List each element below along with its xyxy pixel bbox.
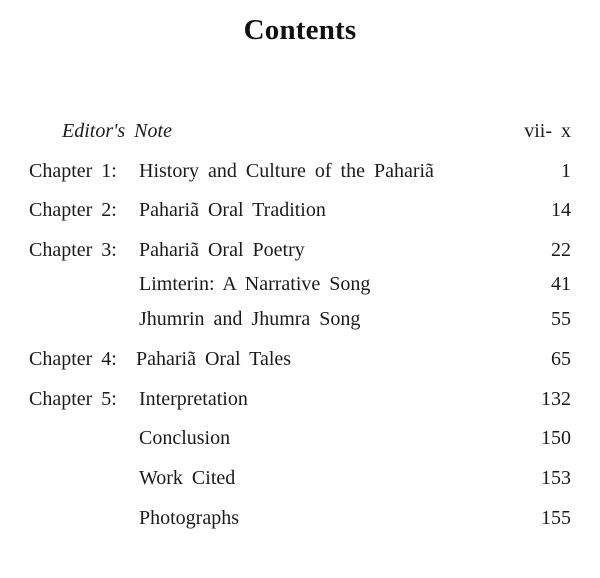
toc-entry-work-cited[interactable]	[0, 464, 600, 492]
toc-entry-title: Photographs	[139, 507, 239, 529]
toc-entry-label: Chapter 4:	[29, 348, 117, 370]
toc-entry-page: 22	[551, 239, 571, 261]
toc-entry-title: Conclusion	[139, 427, 231, 449]
toc-entry-label: Chapter 5:	[29, 388, 117, 410]
toc-entry-title: Editor's Note	[62, 120, 172, 142]
toc-entry-page: 155	[541, 507, 571, 529]
toc-entry-chapter-3[interactable]	[0, 236, 600, 264]
toc-entry-title: Interpretation	[139, 388, 248, 410]
toc-entry-page: 1	[561, 160, 571, 182]
toc-entry-page: 150	[541, 427, 571, 449]
toc-entry-label: Chapter 2:	[29, 199, 117, 221]
toc-entry-chapter-1[interactable]	[0, 157, 600, 185]
toc-entry-chapter-2[interactable]	[0, 196, 600, 224]
toc-entry-title: History and Culture of the Pahariã	[139, 160, 434, 182]
toc-entry-title: Pahariã Oral Tradition	[139, 199, 326, 221]
toc-entry-page: 55	[551, 308, 571, 330]
toc-entry-page: 14	[551, 199, 571, 221]
toc-entry-page: 132	[541, 388, 571, 410]
toc-entry-jhumrin[interactable]	[0, 305, 600, 333]
toc-entry-label: Chapter 1:	[29, 160, 117, 182]
toc-entry-chapter-5[interactable]	[0, 385, 600, 413]
toc-entry-label: Chapter 3:	[29, 239, 117, 261]
toc-entry-title: Work Cited	[139, 467, 236, 489]
toc-entry-title: Jhumrin and Jhumra Song	[139, 308, 361, 330]
toc-entry-page: vii- x	[524, 120, 571, 142]
toc-entry-page: 65	[551, 348, 571, 370]
page-title: Contents	[243, 14, 357, 46]
toc-entry-editors-note[interactable]	[0, 117, 600, 145]
toc-entry-limterin[interactable]	[0, 270, 600, 298]
toc-entry-title: Limterin: A Narrative Song	[139, 273, 371, 295]
toc-entry-page: 153	[541, 467, 571, 489]
toc-entry-title: Pahariã Oral Poetry	[139, 239, 305, 261]
toc-entry-conclusion[interactable]	[0, 424, 600, 452]
toc-entry-photographs[interactable]	[0, 504, 600, 532]
toc-entry-title: Pahariã Oral Tales	[136, 348, 292, 370]
toc-entry-chapter-4[interactable]	[0, 345, 600, 373]
toc-entry-page: 41	[551, 273, 571, 295]
